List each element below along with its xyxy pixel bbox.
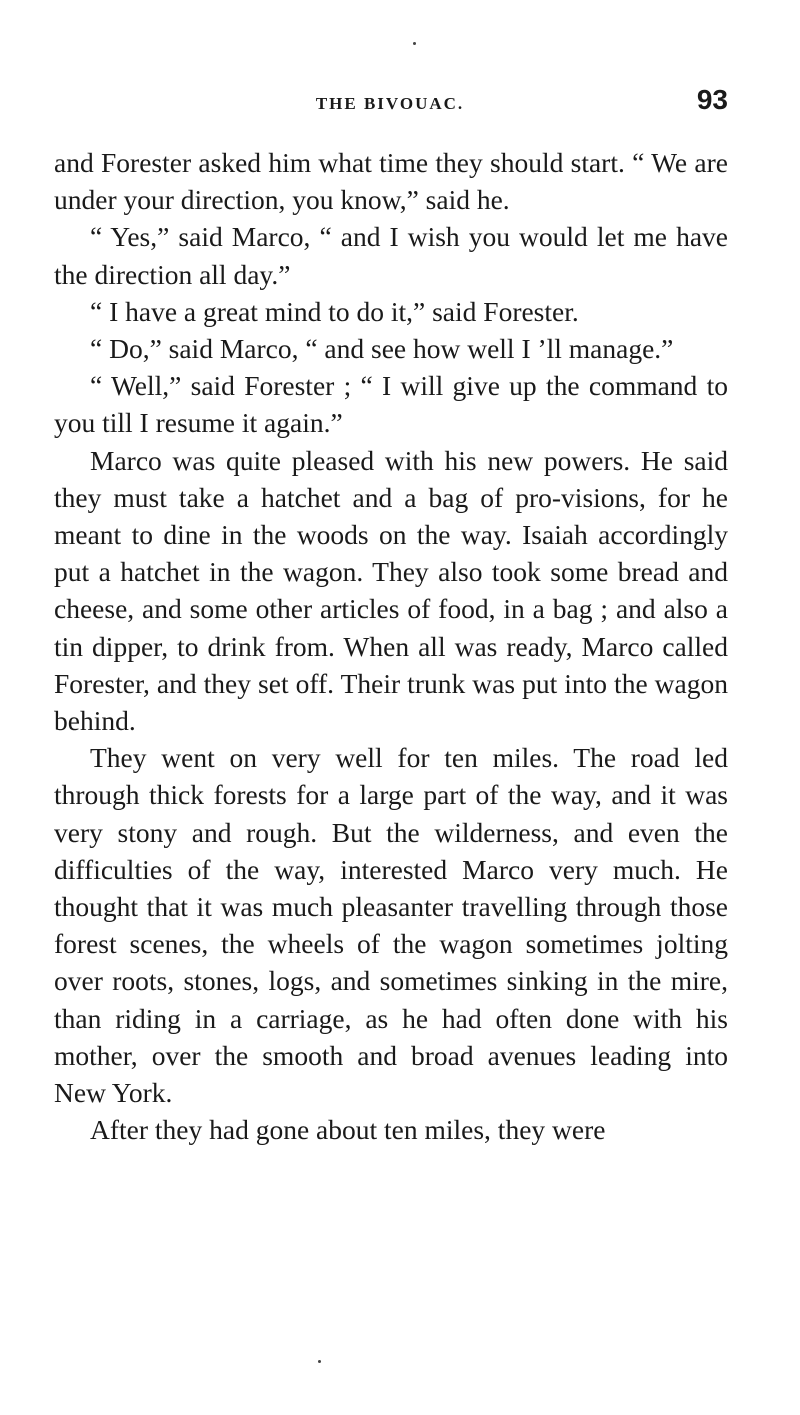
print-speck — [413, 42, 416, 45]
running-head — [52, 84, 728, 120]
body-text — [54, 144, 728, 1148]
paragraph: “ Do,” said Marco, “ and see how well I ’ll manage.” — [90, 333, 674, 365]
page-number: 93 — [696, 84, 728, 115]
paragraph: “ I have a great mind to do it,” said Forester. — [90, 295, 579, 327]
running-title: THE BIVOUAC. — [315, 94, 465, 113]
paragraph: and Forester asked him what time they should start. “ We are under your direction, you know,” said he. — [54, 147, 728, 216]
paragraph: “ Yes,” said Marco, “ and I wish you would let me have the direction all day.” — [54, 221, 728, 290]
print-speck — [318, 1360, 321, 1363]
paragraph: They went on very well for ten miles. The road led through thick forests for a large part of the way, and it was very stony and rough. But the wilderness, and even the difficulties of the way, interested Marco very much. He thought that it was much pleasanter travelling through those forest scenes, the wheels of the wagon sometimes jolting over roots, stones, logs, and sometimes sinking in the mire, than riding in a carriage, as he had often done with his mother, over the smooth and broad avenues leading into New York. — [54, 742, 728, 1109]
paragraph: After they had gone about ten miles, they were — [90, 1114, 606, 1146]
paragraph: Marco was quite pleased with his new powers. He said they must take a hatchet and a bag of pro-visions, for he meant to dine in the woods on the way. Isaiah accordingly put a hatchet in the wagon. They also took some bread and cheese, and some other articles of food, in a bag ; and also a tin dipper, to drink from. When all was ready, Marco called Forester, and they set off. Their trunk was put into the wagon behind. — [54, 444, 728, 737]
paragraph: “ Well,” said Forester ; “ I will give up the command to you till I resume it again.” — [54, 370, 728, 439]
